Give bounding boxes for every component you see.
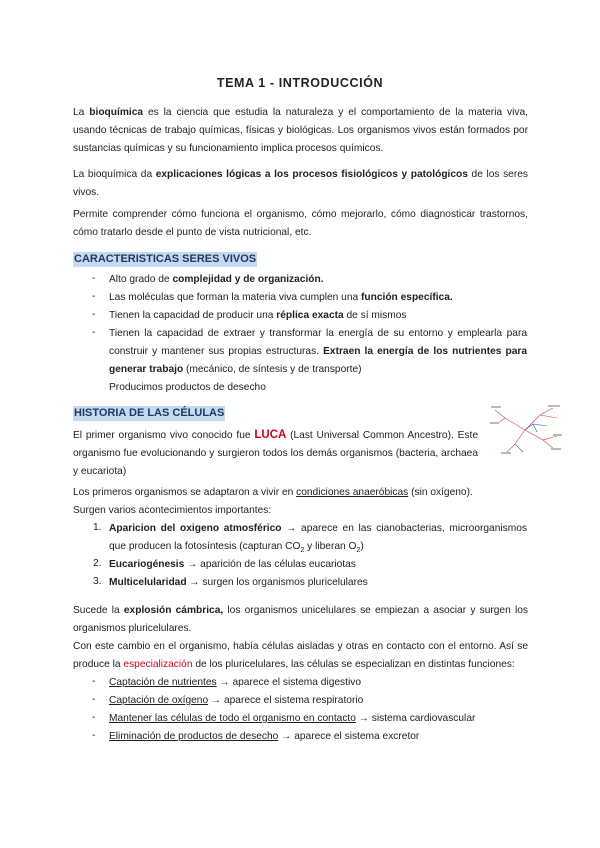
bullet: - (92, 694, 96, 705)
bold-term: función específica. (361, 292, 453, 303)
section-heading-historia: HISTORIA DE LAS CÉLULAS (74, 407, 225, 419)
text-run: ) (360, 541, 364, 552)
numbered-item (109, 556, 527, 574)
bold-term: Eucariogénesis (109, 559, 185, 570)
text-run: Sucede la (73, 605, 124, 616)
function-item (109, 692, 527, 710)
text-run: → surgen los organismos pluricelulares (186, 577, 368, 588)
text-run: es la ciencia que estudia la naturaleza y el comportamiento de la materia viva, usando técnicas de trabajo químicas, físicas y biológicas. Los organismos vivos están formados por sustancias químicas y su funcionamiento implica procesos químicos. (73, 107, 528, 154)
bold-term: Extraen la energía de los nutrientes para generar trabajo (109, 346, 528, 375)
luca-term: LUCA (254, 429, 287, 441)
historia-paragraph-2 (73, 484, 528, 502)
bold-term: Aparicion del oxigeno atmosférico (109, 523, 282, 534)
bullet: - (92, 291, 96, 302)
list-item (109, 325, 527, 397)
text-run: Las moléculas que forman la materia viva cumplen una (109, 292, 361, 303)
text-run: → aparece el sistema respiratorio (208, 695, 364, 706)
underlined-term: Mantener las células de todo el organismo en contacto (109, 713, 356, 724)
list-item (109, 289, 527, 307)
text-run: → aparece el sistema digestivo (216, 677, 362, 688)
bold-term: bioquímica (89, 107, 144, 118)
page-title: TEMA 1 - INTRODUCCIÓN (216, 76, 384, 90)
list-item (109, 271, 527, 289)
text-run: → aparece en las cianobacterias, microorganismos que producen la fotosíntesis (capturan CO (109, 523, 527, 552)
text-run: (mecánico, de síntesis y de transporte) (183, 364, 362, 375)
list-number: 1. (93, 522, 102, 533)
text-run: (Last Universal Common Ancestro). Este organismo fue evolucionando y surgieron todos los demás organismos (bacteria, archaea y eucariota) (73, 430, 478, 477)
text-run: de los pluricelulares, las células se especializan en distintas funciones: (192, 659, 515, 670)
text-run: (sin oxígeno). (408, 487, 473, 498)
bullet: - (92, 309, 96, 320)
underlined-term: Captación de nutrientes (109, 677, 217, 688)
bullet: - (92, 327, 96, 338)
text-run: → aparece el sistema excretor (278, 731, 420, 742)
text-run: los organismos unicelulares se empiezan a asociar y surgen los organismos pluricelulares. (73, 605, 528, 634)
list-number: 3. (93, 576, 102, 587)
underlined-term: Captación de oxígeno (109, 695, 209, 706)
bullet: - (92, 676, 96, 687)
text-run: de sí mismos (343, 310, 407, 321)
highlighted-term: especialización (123, 659, 193, 670)
historia-paragraph-5 (73, 638, 528, 674)
intro-paragraph-2 (73, 166, 528, 202)
text-run: La (73, 107, 90, 118)
text-run: → aparición de las células eucariotas (184, 559, 356, 570)
bold-term: Multicelularidad (109, 577, 187, 588)
text-run: Alto grado de (109, 274, 173, 285)
function-item (109, 710, 527, 728)
list-item (109, 307, 527, 325)
subscript: 2 (356, 547, 361, 555)
intro-paragraph-3: Permite comprender cómo funciona el organismo, cómo mejorarlo, cómo diagnosticar trastornos, cómo tratarlo desde el punto de vista nutricional, etc. (73, 209, 528, 238)
bullet: - (92, 273, 96, 284)
subscript: 2 (300, 547, 305, 555)
text-run: Tienen la capacidad de extraer y transformar la energía de su entorno y emplearla para construir y mantener sus propias estructuras. (109, 328, 527, 357)
text-run: Con este cambio en el organismo, había células aisladas y otras en contacto con el entorno. Así se produce la (73, 641, 528, 670)
underlined-term: condiciones anaeróbicas (296, 487, 409, 498)
historia-paragraph-1 (73, 426, 478, 481)
section-heading-caracteristicas: CARACTERISTICAS SERES VIVOS (74, 253, 257, 265)
text-run: Los primeros organismos se adaptaron a vivir en (73, 487, 297, 498)
function-item (109, 674, 527, 692)
bullet: - (92, 730, 96, 741)
phylogenetic-tree-image (485, 400, 565, 460)
list-number: 2. (93, 558, 102, 569)
text-run: Tienen la capacidad de producir una (109, 310, 277, 321)
historia-paragraph-4 (73, 602, 528, 638)
bold-term: explosión cámbrica, (123, 605, 224, 616)
text-run: → sistema cardiovascular (355, 713, 476, 724)
numbered-item (109, 574, 527, 592)
text-run: La bioquímica da (73, 169, 156, 180)
numbered-item (109, 520, 527, 560)
intro-paragraph-1 (73, 104, 528, 158)
text-run: y liberan O (304, 541, 357, 552)
text-run: El primer organismo vivo conocido fue (73, 430, 255, 441)
text-run: de los seres vivos. (73, 169, 528, 198)
bold-term: réplica exacta (276, 310, 344, 321)
bullet: - (92, 712, 96, 723)
function-item (109, 728, 527, 746)
underlined-term: Eliminación de productos de desecho (109, 731, 279, 742)
historia-paragraph-3: Surgen varios acontecimientos importantes: (73, 505, 272, 516)
bold-term: complejidad y de organización. (172, 274, 324, 285)
bold-term: explicaciones lógicas a los procesos fisiológicos y patológicos (155, 169, 468, 180)
text-run: Producimos productos de desecho (109, 382, 266, 393)
